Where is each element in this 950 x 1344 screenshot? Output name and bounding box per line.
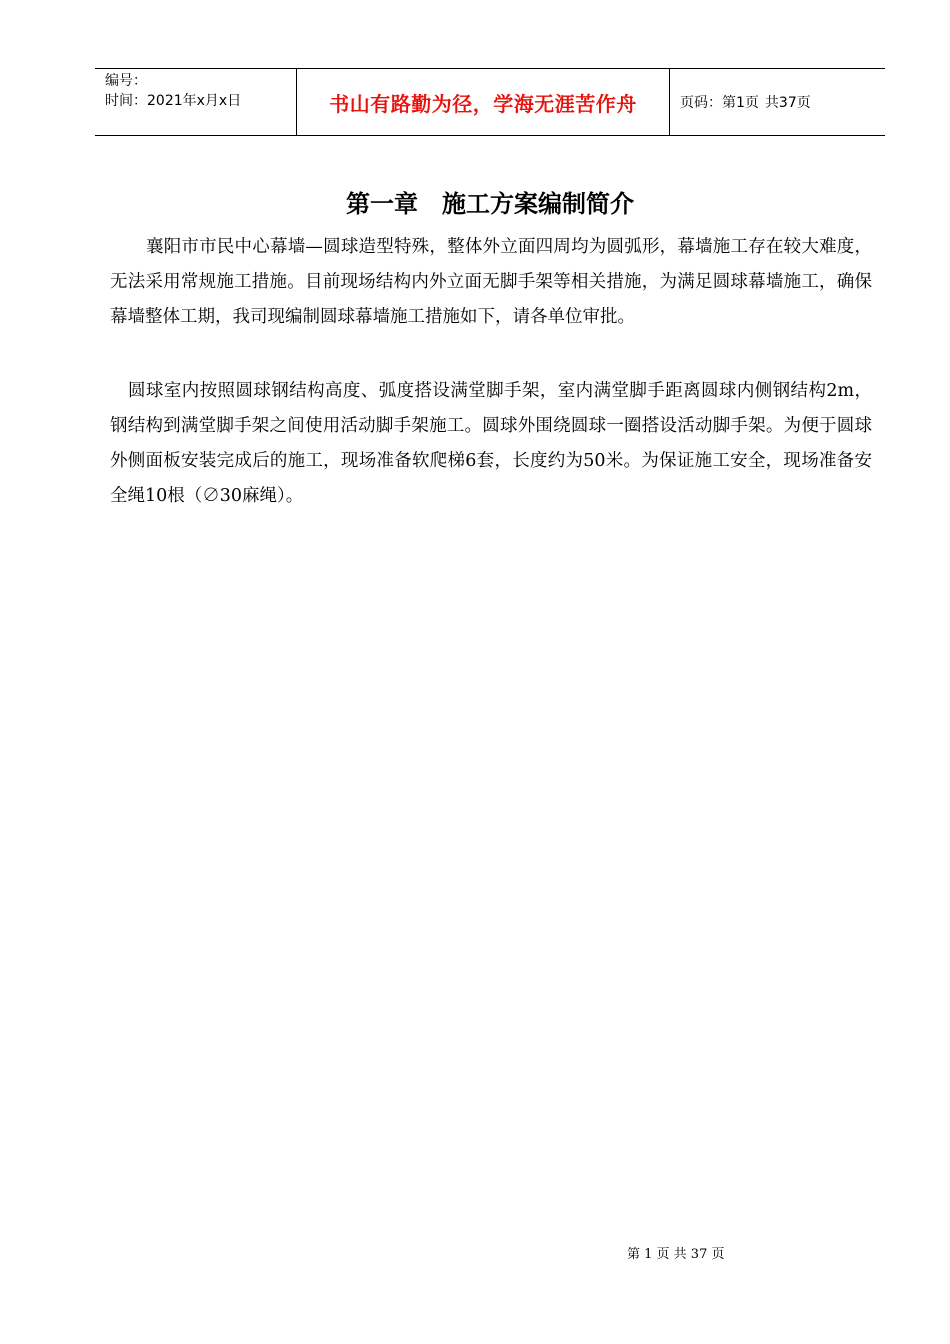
header-page-cell [670,69,885,135]
document-header [95,68,885,136]
page-footer: 第 1 页 共 37 页 [627,1247,725,1262]
serial-number-label: 编号： [105,73,147,89]
time-label: 时间：2021年x月x日 [105,93,242,109]
page-number-label: 页码：第1页 [680,95,759,111]
motto-text: 书山有路勤为径，学海无涯苦作舟 [329,91,637,116]
page-total-label: 共37页 [764,95,811,111]
paragraph-scaffolding: 圆球室内按照圆球钢结构高度、弧度搭设满堂脚手架，室内满堂脚手距离圆球内侧钢结构2m，钢结构到满堂脚手架之间使用活动脚手架施工。圆球外围绕圆球一圈搭设活动脚手架。为便于圆球外侧面板安装完成后的施工，现场准备软爬梯6套，长度约为50米。为保证施工安全，现场准备安全绳10根（∅30麻绳）。 [110,381,872,506]
header-meta-cell [95,69,297,135]
header-motto-cell [297,69,670,135]
paragraph-intro: 襄阳市市民中心幕墙—圆球造型特殊，整体外立面四周均为圆弧形，幕墙施工存在较大难度，无法采用常规施工措施。目前现场结构内外立面无脚手架等相关措施，为满足圆球幕墙施工，确保幕墙整体工期，我司现编制圆球幕墙施工措施如下，请各单位审批。 [110,237,872,327]
chapter-title: 第一章 施工方案编制简介 [346,190,634,218]
